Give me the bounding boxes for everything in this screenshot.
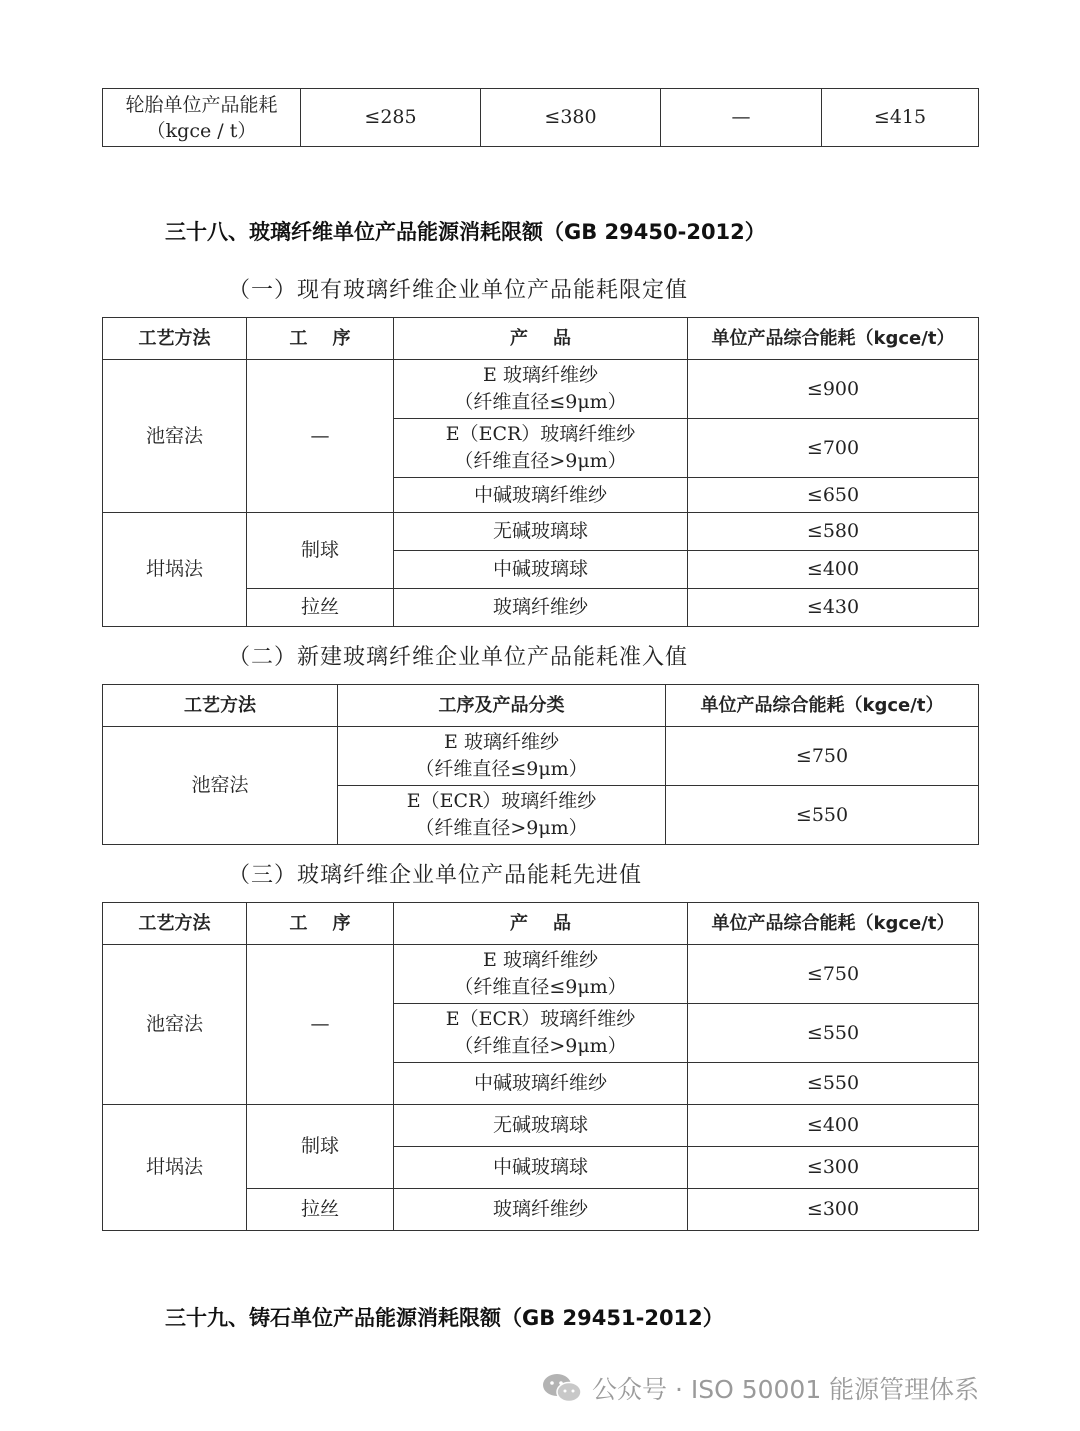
tire-label-line2: （kgce / t） <box>146 119 257 142</box>
product-line2: （纤维直径>9μm） <box>415 817 588 839</box>
wechat-watermark <box>540 1370 979 1406</box>
method-cell: 坩埚法 <box>103 513 247 627</box>
product-cell <box>338 727 666 786</box>
product-cell: 无碱玻璃球 <box>394 1105 688 1147</box>
header-energy: 单位产品综合能耗（kgce/t） <box>688 903 979 945</box>
product-line2: （纤维直径≤9μm） <box>454 976 627 998</box>
process-cell: 制球 <box>247 513 394 589</box>
product-line1: E（ECR）玻璃纤维纱 <box>445 1008 636 1030</box>
process-cell: 制球 <box>247 1105 394 1189</box>
wechat-icon <box>540 1372 584 1404</box>
process-cell: 拉丝 <box>247 1189 394 1231</box>
product-line2: （纤维直径≤9μm） <box>454 391 627 413</box>
product-cell: 中碱玻璃球 <box>394 1147 688 1189</box>
value-cell: ≤550 <box>688 1063 979 1105</box>
product-line2: （纤维直径≤9μm） <box>415 758 588 780</box>
tire-value: — <box>661 89 822 147</box>
value-cell: ≤580 <box>688 513 979 551</box>
value-cell: ≤650 <box>688 478 979 513</box>
product-cell: 中碱玻璃球 <box>394 551 688 589</box>
product-cell: 玻璃纤维纱 <box>394 1189 688 1231</box>
product-cell <box>394 419 688 478</box>
value-cell: ≤700 <box>688 419 979 478</box>
part2-table <box>102 684 979 845</box>
value-cell: ≤400 <box>688 551 979 589</box>
header-product: 产 品 <box>394 318 688 360</box>
product-line1: E 玻璃纤维纱 <box>483 949 598 971</box>
product-cell: 玻璃纤维纱 <box>394 589 688 627</box>
value-cell: ≤300 <box>688 1147 979 1189</box>
method-cell: 池窑法 <box>103 727 338 845</box>
part3-title: （三）玻璃纤维企业单位产品能耗先进值 <box>228 863 643 888</box>
value-cell: ≤550 <box>688 1004 979 1063</box>
header-energy: 单位产品综合能耗（kgce/t） <box>688 318 979 360</box>
value-cell: ≤750 <box>666 727 979 786</box>
product-cell <box>338 786 666 845</box>
product-cell <box>394 360 688 419</box>
header-method: 工艺方法 <box>103 318 247 360</box>
header-product: 产 品 <box>394 903 688 945</box>
product-line2: （纤维直径>9μm） <box>454 450 627 472</box>
product-line1: E 玻璃纤维纱 <box>444 731 559 753</box>
product-line1: E（ECR）玻璃纤维纱 <box>406 790 597 812</box>
header-process: 工 序 <box>247 318 394 360</box>
process-cell: — <box>247 945 394 1105</box>
part1-title: （一）现有玻璃纤维企业单位产品能耗限定值 <box>228 278 689 303</box>
tire-value: ≤415 <box>822 89 979 147</box>
section-39-title: 三十九、铸石单位产品能源消耗限额（GB 29451-2012） <box>165 1306 724 1330</box>
product-line2: （纤维直径>9μm） <box>454 1035 627 1057</box>
process-cell: — <box>247 360 394 513</box>
value-cell: ≤400 <box>688 1105 979 1147</box>
section-38-title: 三十八、玻璃纤维单位产品能源消耗限额（GB 29450-2012） <box>165 220 766 244</box>
product-cell <box>394 945 688 1004</box>
value-cell: ≤300 <box>688 1189 979 1231</box>
product-cell <box>394 1004 688 1063</box>
tire-label-line1: 轮胎单位产品能耗 <box>125 93 278 116</box>
process-cell: 拉丝 <box>247 589 394 627</box>
header-process: 工 序 <box>247 903 394 945</box>
header-method: 工艺方法 <box>103 685 338 727</box>
part3-table <box>102 902 979 1231</box>
part1-table <box>102 317 979 627</box>
tire-value: ≤285 <box>301 89 481 147</box>
header-energy: 单位产品综合能耗（kgce/t） <box>666 685 979 727</box>
product-cell: 无碱玻璃球 <box>394 513 688 551</box>
product-cell: 中碱玻璃纤维纱 <box>394 478 688 513</box>
method-cell: 池窑法 <box>103 945 247 1105</box>
method-cell: 坩埚法 <box>103 1105 247 1231</box>
value-cell: ≤550 <box>666 786 979 845</box>
tire-energy-table <box>102 88 979 147</box>
product-line1: E（ECR）玻璃纤维纱 <box>445 423 636 445</box>
value-cell: ≤900 <box>688 360 979 419</box>
part2-title: （二）新建玻璃纤维企业单位产品能耗准入值 <box>228 645 689 670</box>
product-line1: E 玻璃纤维纱 <box>483 364 598 386</box>
header-process-product: 工序及产品分类 <box>338 685 666 727</box>
tire-value: ≤380 <box>481 89 661 147</box>
method-cell: 池窑法 <box>103 360 247 513</box>
tire-label-cell <box>103 89 301 147</box>
value-cell: ≤430 <box>688 589 979 627</box>
product-cell: 中碱玻璃纤维纱 <box>394 1063 688 1105</box>
header-method: 工艺方法 <box>103 903 247 945</box>
watermark-text: 公众号 · ISO 50001 能源管理体系 <box>592 1375 980 1404</box>
value-cell: ≤750 <box>688 945 979 1004</box>
